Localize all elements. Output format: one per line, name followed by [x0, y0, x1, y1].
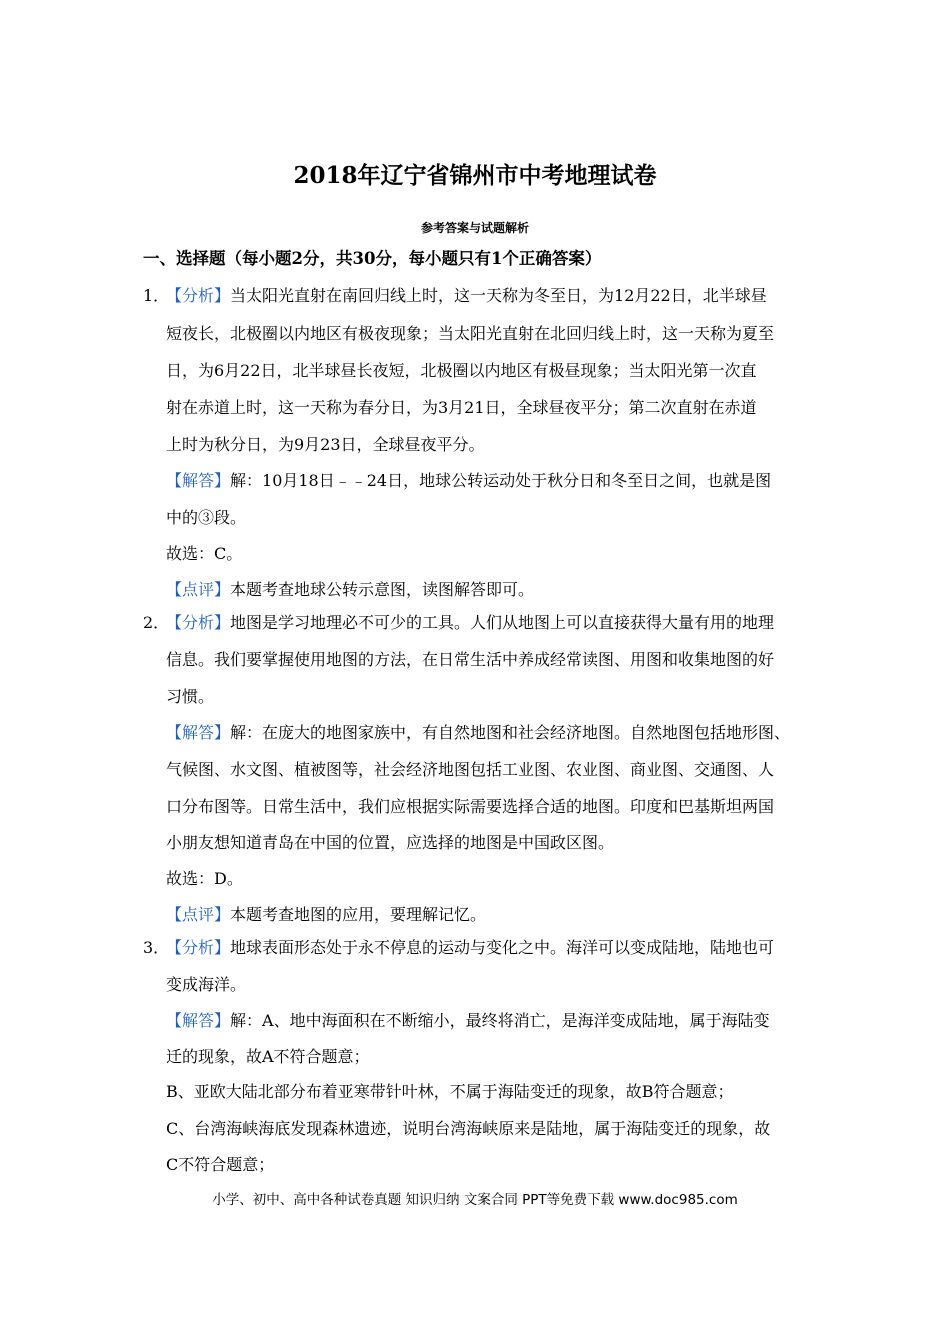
answer-line: B、亚欧大陆北部分布着亚寒带针叶林，不属于海陆变迁的现象，故B符合题意；: [166, 1082, 734, 1101]
analysis-line: 信息。我们要掌握使用地图的方法，在日常生活中养成经常读图、用图和收集地图的好: [166, 650, 775, 669]
page-subtitle: 参考答案与试题解析: [420, 221, 529, 235]
question-number: 1．: [143, 286, 170, 305]
question-number: 2．: [143, 613, 170, 632]
comment-line: 【点评】本题考查地球公转示意图，读图解答即可。: [166, 580, 535, 599]
answer-line: C不符合题意；: [166, 1155, 275, 1174]
comment-line: 【点评】本题考查地图的应用，要理解记忆。: [166, 905, 487, 924]
section-heading: 一、选择题（每小题2分，共30分，每小题只有1个正确答案）: [143, 249, 602, 268]
analysis-line: 射在赤道上时，这一天称为春分日，为3月21日，全球昼夜平分；第二次直射在赤道: [166, 398, 757, 417]
answer-tag: 【解答】: [166, 723, 231, 742]
question-number: 3．: [143, 938, 170, 957]
comment-tag: 【点评】: [166, 580, 231, 599]
analysis-tag: 【分析】: [166, 938, 231, 957]
answer-line: 【解答】解：10月18日﹣﹣24日，地球公转运动处于秋分日和冬至日之间，也就是图: [166, 471, 772, 490]
answer-tag: 【解答】: [166, 1011, 231, 1030]
answer-line: C、台湾海峡海底发现森林遗迹，说明台湾海峡原来是陆地，属于海陆变迁的现象，故: [166, 1119, 771, 1138]
analysis-line: 变成海洋。: [166, 975, 247, 994]
answer-line: 中的③段。: [166, 508, 247, 527]
answer-line: 小朋友想知道青岛在中国的位置，应选择的地图是中国政区图。: [166, 833, 615, 852]
analysis-tag: 【分析】: [166, 286, 231, 305]
analysis-line: 上时为秋分日，为9月23日，全球昼夜平分。: [166, 435, 485, 454]
comment-tag: 【点评】: [166, 905, 231, 924]
analysis-line: 习惯。: [166, 687, 215, 706]
answer-line: 口分布图等。日常生活中，我们应根据实际需要选择合适的地图。印度和巴基斯坦两国: [166, 797, 775, 816]
analysis-line: 日，为6月22日，北半球昼长夜短，北极圈以内地区有极昼现象；当太阳光第一次直: [166, 361, 757, 380]
page-footer: 小学、初中、高中各种试卷真题 知识归纳 文案合同 PPT等免费下载 www.doc985.com: [212, 1192, 738, 1208]
answer-line: 【解答】解：在庞大的地图家族中，有自然地图和社会经济地图。自然地图包括地形图、: [166, 723, 791, 742]
analysis-line: 【分析】地图是学习地理必不可少的工具。人们从地图上可以直接获得大量有用的地理: [166, 613, 775, 632]
analysis-tag: 【分析】: [166, 613, 231, 632]
choice-line: 故选：C。: [166, 544, 243, 563]
answer-line: 气候图、水文图、植被图等，社会经济地图包括工业图、农业图、商业图、交通图、人: [166, 760, 775, 779]
analysis-line: 短夜长，北极圈以内地区有极夜现象；当太阳光直射在北回归线上时，这一天称为夏至: [166, 324, 775, 343]
analysis-line: 【分析】地球表面形态处于永不停息的运动与变化之中。海洋可以变成陆地，陆地也可: [166, 938, 775, 957]
answer-line: 迁的现象，故A不符合题意；: [166, 1047, 370, 1066]
choice-line: 故选：D。: [166, 869, 243, 888]
answer-tag: 【解答】: [166, 471, 231, 490]
page-title: 2018年辽宁省锦州市中考地理试卷: [293, 162, 657, 189]
answer-line: 【解答】解：A、地中海面积在不断缩小，最终将消亡，是海洋变成陆地，属于海陆变: [166, 1011, 770, 1030]
analysis-line: 【分析】当太阳光直射在南回归线上时，这一天称为冬至日，为12月22日，北半球昼: [166, 286, 767, 305]
